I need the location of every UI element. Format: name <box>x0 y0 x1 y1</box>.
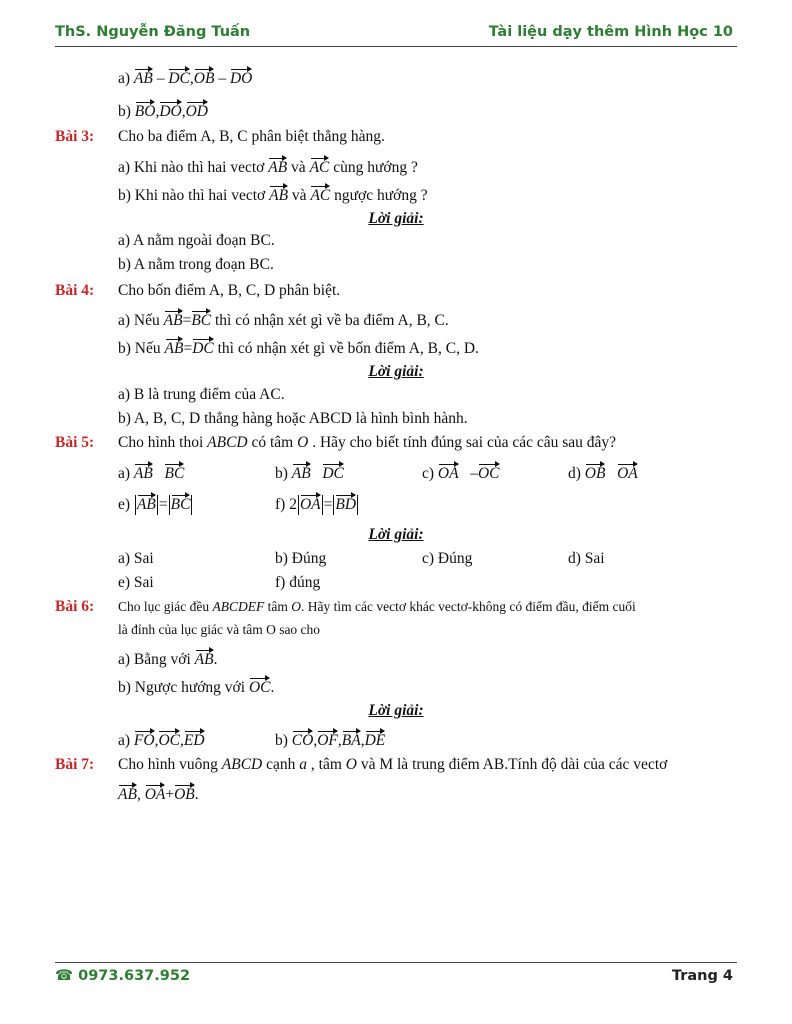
exercise-3-label: Bài 3: <box>55 128 95 145</box>
vector: OF <box>317 728 338 751</box>
exercise-5-statement-e: e) AB = BC <box>118 492 193 515</box>
vector: DC <box>168 66 190 89</box>
exercise-7-label: Bài 7: <box>55 756 95 773</box>
vector: OB <box>585 461 606 484</box>
exercise-6-stem: Cho lục giác đều ABCDEF tâm O. Hãy tìm các vectơ khác vectơ-không có điểm đầu, điểm cuối <box>118 599 636 614</box>
exercise-7-stem: Cho hình vuông ABCD cạnh a , tâm O và M là trung điểm AB.Tính độ dài của các vectơ <box>118 756 668 773</box>
footer-phone: 0973.637.952 <box>78 968 191 984</box>
vector: OB <box>174 782 195 805</box>
exercise-4-label: Bài 4: <box>55 282 95 299</box>
vector: AB <box>268 155 287 178</box>
vector: DO <box>230 66 252 89</box>
abs-bar <box>191 495 192 515</box>
exercise-6-question-b: b) Ngược hướng với OC. <box>118 675 274 698</box>
vector: AB <box>164 308 183 331</box>
exercise-3-answer-b: b) A nằm trong đoạn BC. <box>118 256 274 273</box>
page-header <box>55 22 737 47</box>
vector: BD <box>335 492 356 515</box>
abs-bar <box>322 495 323 515</box>
exercise-3-question-a: a) Khi nào thì hai vectơ AB và AC cùng hướng ? <box>118 155 418 178</box>
exercise-6-solution-heading: Lời giải: <box>368 702 424 719</box>
vector: OC <box>158 728 180 751</box>
vector: DO <box>159 99 181 122</box>
exercise-6-stem-line2: là đỉnh của lục giác và tâm O sao cho <box>118 622 321 637</box>
vector: DC <box>322 461 344 484</box>
vector: AC <box>310 155 330 178</box>
vector: OA <box>300 492 321 515</box>
exercise-5-answer-d: d) Sai <box>568 550 605 567</box>
abs-bar <box>298 495 299 515</box>
abs-bar <box>333 495 334 515</box>
header-doc-title: Tài liệu dạy thêm Hình Học 10 <box>488 24 733 40</box>
exercise-5-answer-b: b) Đúng <box>275 550 327 567</box>
exercise-3-solution-heading: Lời giải: <box>368 210 424 227</box>
vector: AB <box>134 461 153 484</box>
vector: ED <box>184 728 205 751</box>
exercise-3-question-b: b) Khi nào thì hai vectơ AB và AC ngược hướng ? <box>118 183 428 206</box>
vector: OA <box>145 782 166 805</box>
vector: AB <box>118 782 137 805</box>
vector: FO <box>134 728 155 751</box>
vector: BC <box>171 492 191 515</box>
prev-answer-b: b) BO,DO,OD <box>118 99 208 122</box>
page-footer <box>55 962 737 984</box>
exercise-4-question-b: b) Nếu AB=DC thì có nhận xét gì về bốn điểm A, B, C, D. <box>118 336 479 359</box>
vector: AB <box>134 66 153 89</box>
footer-page-number: Trang 4 <box>671 968 733 984</box>
abs-bar <box>135 495 136 515</box>
exercise-4-answer-a: a) B là trung điểm của AC. <box>118 386 285 403</box>
vector: OB <box>194 66 215 89</box>
exercise-6-label: Bài 6: <box>55 598 95 615</box>
prev-answer-a: a) AB – DC,OB – DO <box>118 66 252 89</box>
vector: BC <box>164 461 184 484</box>
vector: OC <box>478 461 500 484</box>
exercise-4-solution-heading: Lời giải: <box>368 363 424 380</box>
exercise-4-answer-b: b) A, B, C, D thẳng hàng hoặc ABCD là hình bình hành. <box>118 410 468 427</box>
vector: OA <box>617 461 638 484</box>
exercise-7-stem-line2: AB, OA+OB. <box>118 782 199 805</box>
vector: AC <box>310 183 330 206</box>
exercise-4-question-a: a) Nếu AB=BC thì có nhận xét gì về ba điểm A, B, C. <box>118 308 449 331</box>
vector: AB <box>292 461 311 484</box>
vector: BA <box>342 728 361 751</box>
exercise-5-answer-f: f) đúng <box>275 574 321 591</box>
exercise-5-statement-a: a) AB BC <box>118 461 184 484</box>
footer-contact <box>55 968 190 984</box>
abs-bar <box>357 495 358 515</box>
abs-bar <box>169 495 170 515</box>
exercise-6-answer-b: b) CO,OF,BA,DE <box>275 728 385 751</box>
exercise-5-statement-f: f) 2 OA = BD <box>275 492 359 515</box>
vector: AB <box>195 647 214 670</box>
exercise-6-question-a: a) Bằng với AB. <box>118 647 217 670</box>
vector: BO <box>135 99 156 122</box>
vector: AB <box>137 492 156 515</box>
exercise-5-stem: Cho hình thoi ABCD có tâm O . Hãy cho biết tính đúng sai của các câu sau đây? <box>118 434 617 451</box>
exercise-4-stem: Cho bốn điểm A, B, C, D phân biệt. <box>118 282 341 299</box>
exercise-3-stem: Cho ba điểm A, B, C phân biệt thẳng hàng. <box>118 128 385 145</box>
exercise-5-answer-e: e) Sai <box>118 574 154 591</box>
exercise-5-answer-a: a) Sai <box>118 550 154 567</box>
vector: AB <box>165 336 184 359</box>
exercise-3-answer-a: a) A nằm ngoài đoạn BC. <box>118 232 275 249</box>
header-author: ThS. Nguyễn Đăng Tuấn <box>55 24 251 40</box>
exercise-5-statement-d: d) OB OA <box>568 461 638 484</box>
exercise-5-label: Bài 5: <box>55 434 95 451</box>
vector: DE <box>365 728 386 751</box>
vector: OD <box>186 99 208 122</box>
abs-bar <box>157 495 158 515</box>
phone-icon: ☎ <box>55 968 74 984</box>
exercise-5-answer-c: c) Đúng <box>422 550 473 567</box>
exercise-5-statement-c: c) OA –OC <box>422 461 500 484</box>
vector: BC <box>191 308 211 331</box>
vector: AB <box>269 183 288 206</box>
exercise-5-solution-heading: Lời giải: <box>368 526 424 543</box>
vector: DC <box>192 336 214 359</box>
vector: OA <box>438 461 459 484</box>
vector: CO <box>292 728 314 751</box>
exercise-5-statement-b: b) AB DC <box>275 461 344 484</box>
vector: OC <box>249 675 271 698</box>
exercise-6-answer-a: a) FO,OC,ED <box>118 728 205 751</box>
